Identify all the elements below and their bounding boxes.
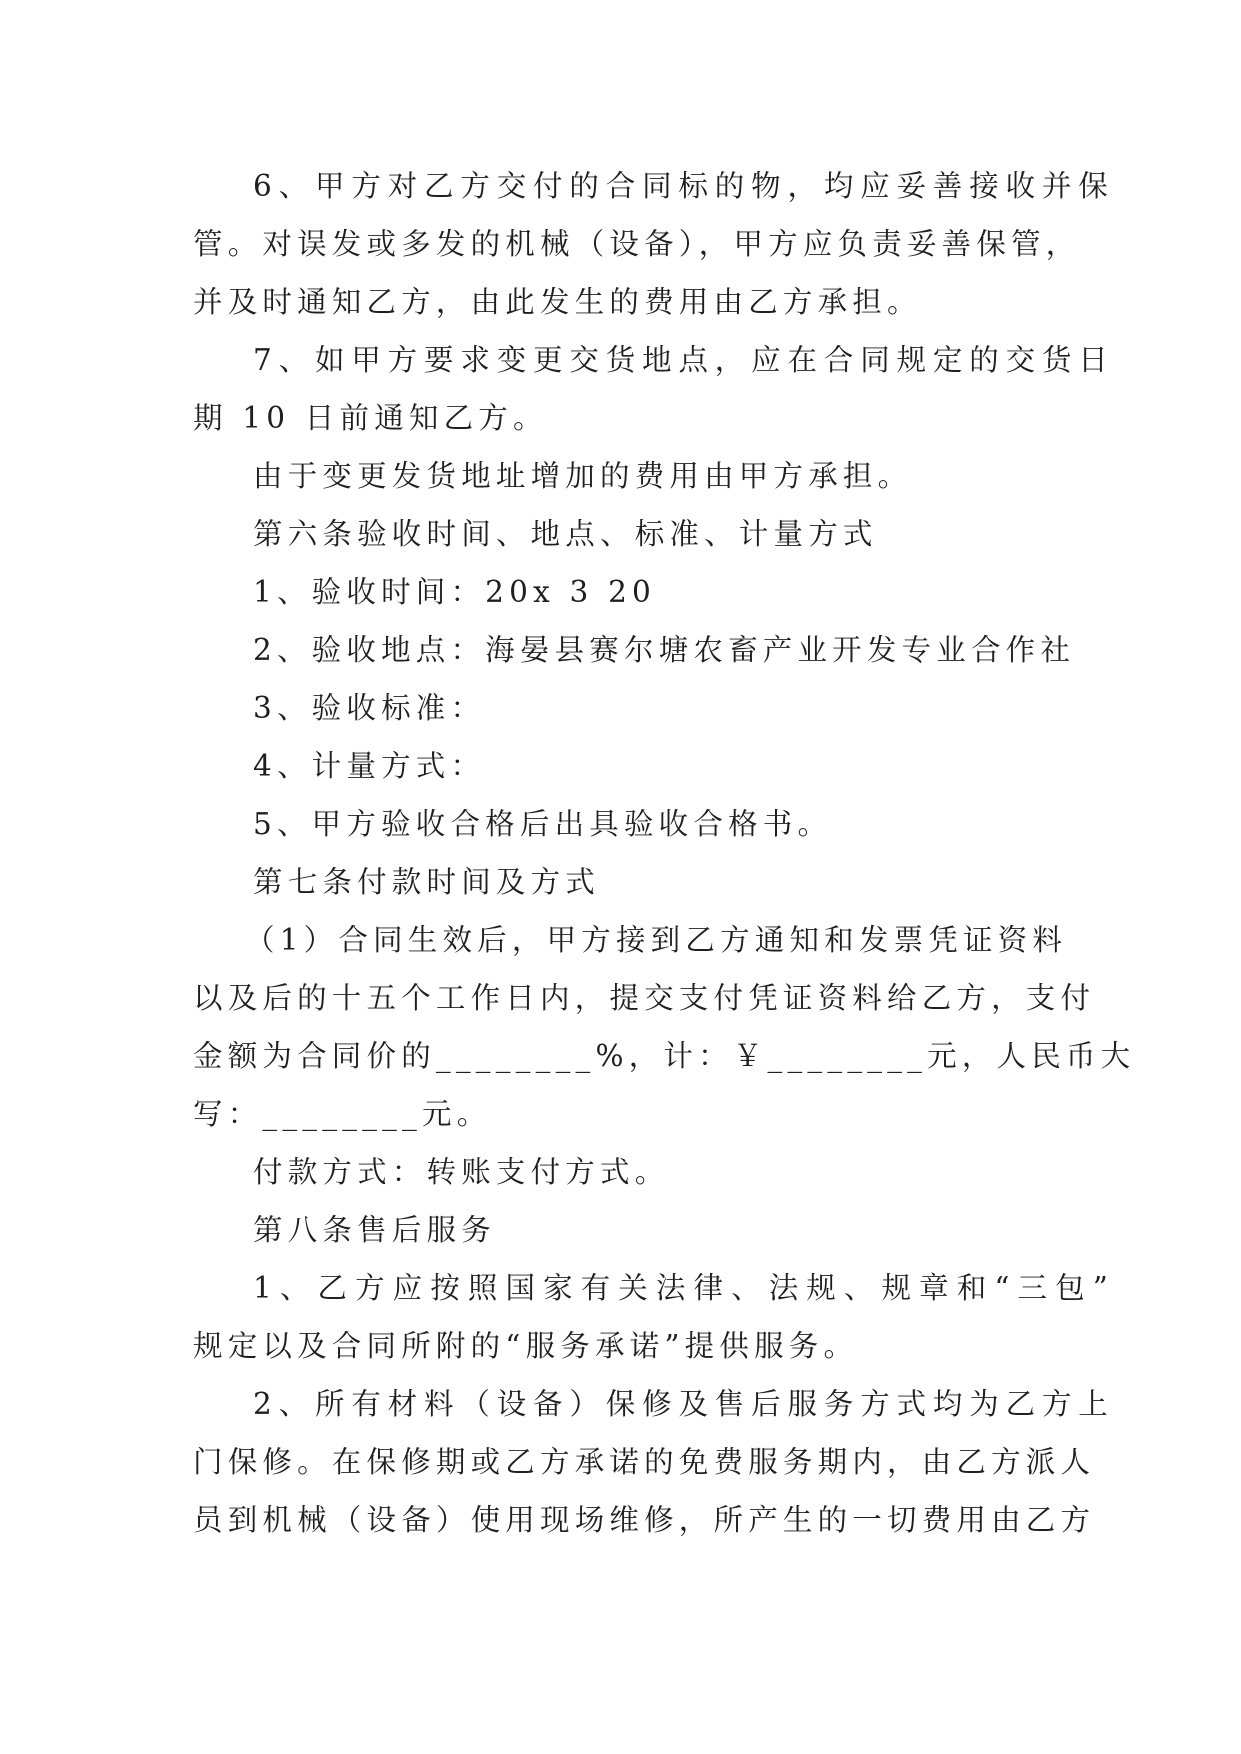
paragraph-line: 3、验收标准： (253, 691, 486, 725)
paragraph-line: 1、验收时间：20x 3 20 (253, 575, 657, 609)
paragraph-line: 7、如甲方要求变更交货地点，应在合同规定的交货日 (253, 343, 1113, 377)
paragraph-line: 期 10 日前通知乙方。 (193, 401, 548, 435)
paragraph-line: 管。对误发或多发的机械（设备），甲方应负责妥善保管， (193, 227, 1081, 261)
paragraph-line: 4、计量方式： (253, 749, 486, 783)
paragraph-line: 2、验收地点：海晏县赛尔塘农畜产业开发专业合作社 (253, 633, 1076, 667)
paragraph-line: 并及时通知乙方，由此发生的费用由乙方承担。 (193, 285, 922, 319)
paragraph-line: 5、甲方验收合格后出具验收合格书。 (253, 807, 833, 841)
paragraph-line: 门保修。在保修期或乙方承诺的免费服务期内，由乙方派人 (193, 1445, 1096, 1479)
section-heading: 第六条验收时间、地点、标准、计量方式 (253, 517, 878, 551)
paragraph-line: 1、乙方应按照国家有关法律、法规、规章和“三包” (253, 1271, 1113, 1305)
section-heading: 第八条售后服务 (253, 1213, 496, 1247)
paragraph-line: 付款方式：转账支付方式。 (253, 1155, 670, 1189)
paragraph-line: （1）合同生效后，甲方接到乙方通知和发票凭证资料 (245, 923, 1068, 957)
paragraph-line: 员到机械（设备）使用现场维修，所产生的一切费用由乙方 (193, 1503, 1096, 1537)
paragraph-line: 写：________元。 (193, 1097, 492, 1131)
section-heading: 第七条付款时间及方式 (253, 865, 601, 899)
paragraph-line: 以及后的十五个工作日内，提交支付凭证资料给乙方，支付 (193, 981, 1096, 1015)
paragraph-line: 2、所有材料（设备）保修及售后服务方式均为乙方上 (253, 1387, 1113, 1421)
paragraph-line: 6、甲方对乙方交付的合同标的物，均应妥善接收并保 (253, 169, 1113, 203)
paragraph-line: 规定以及合同所附的“服务承诺”提供服务。 (193, 1329, 859, 1363)
paragraph-line: 由于变更发货地址增加的费用由甲方承担。 (253, 459, 913, 493)
paragraph-line: 金额为合同价的________%，计：￥________元，人民币大 (193, 1039, 1136, 1073)
